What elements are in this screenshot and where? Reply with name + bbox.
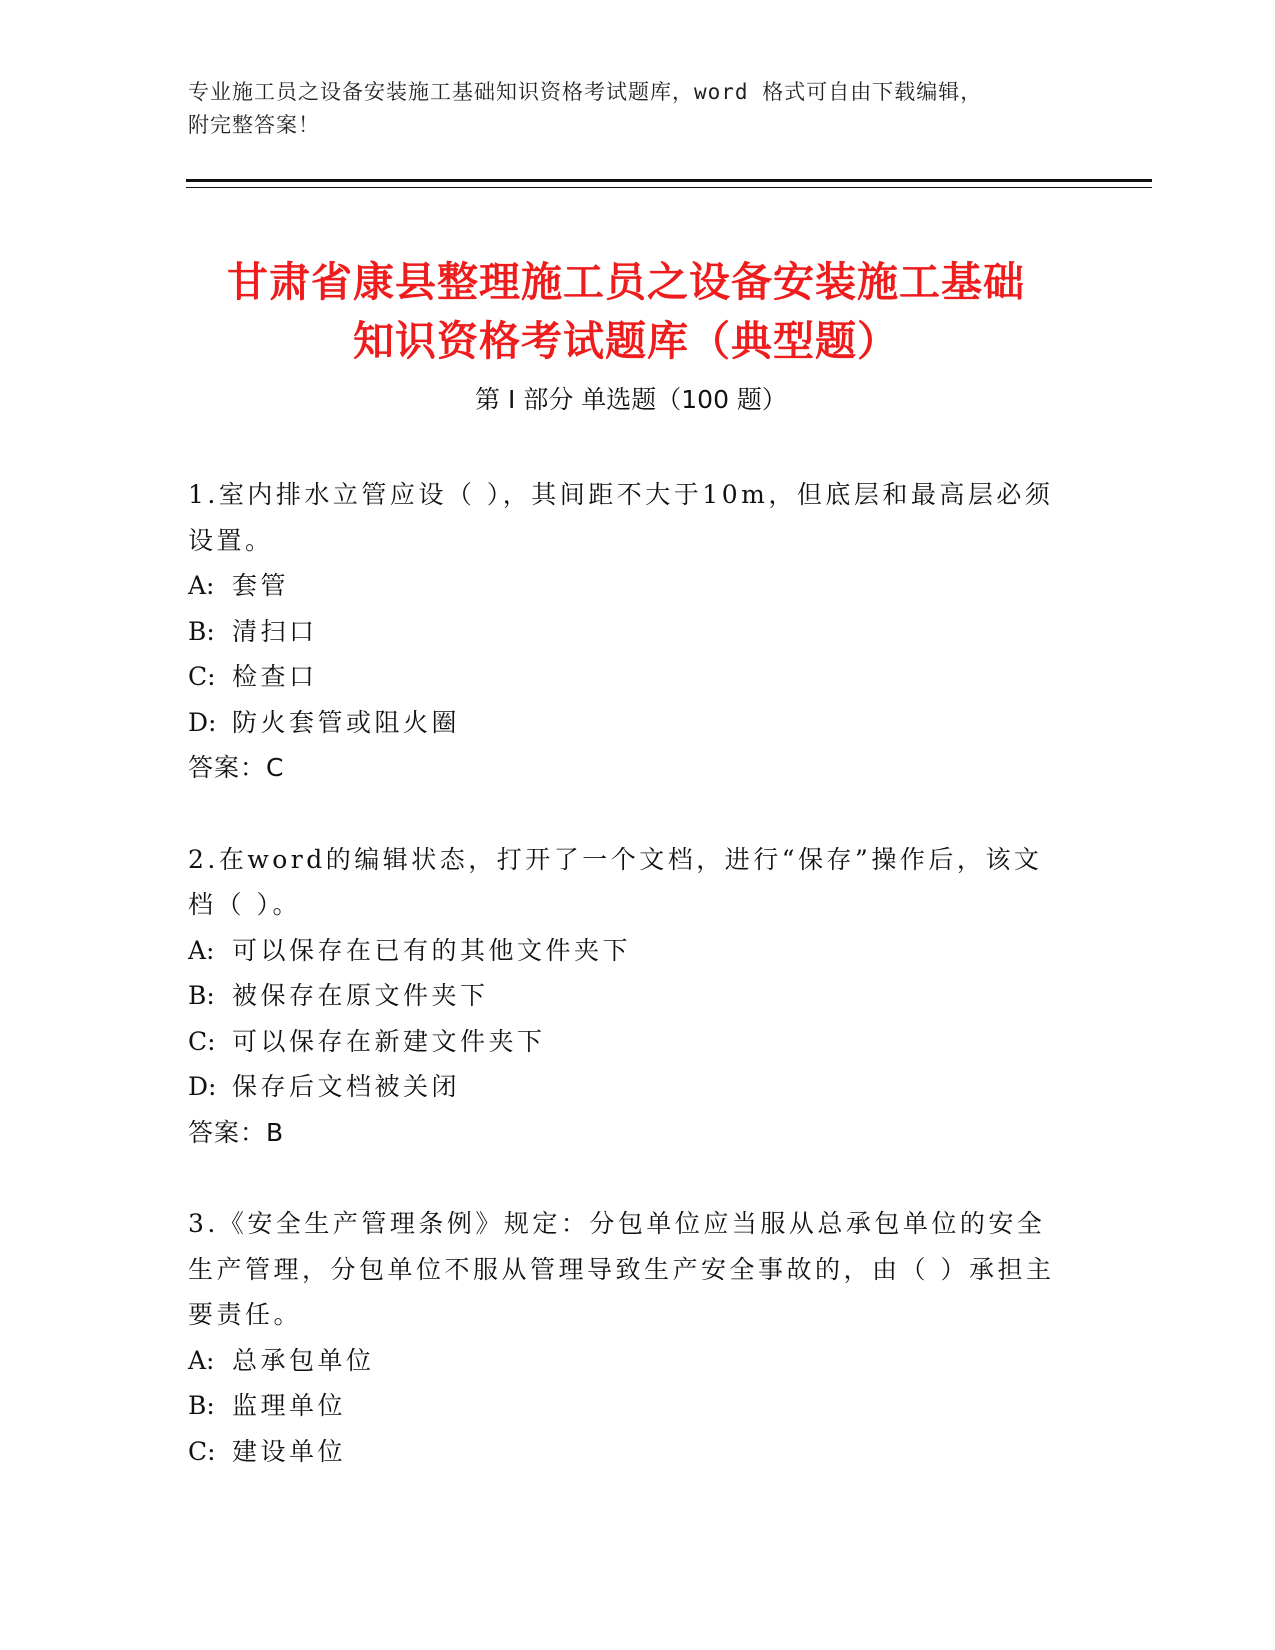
- question-3: [188, 1201, 1078, 1474]
- question-1-stem-line-1: 1.室内排水立管应设（ ），其间距不大于10m，但底层和最高层必须: [188, 480, 1054, 509]
- section-heading: 第 I 部分 单选题（100 题）: [475, 385, 787, 414]
- question-2-option-c: [188, 1019, 1078, 1065]
- question-1-stem-line-2: 设置。: [188, 525, 274, 555]
- option-text: 保存后文档被关闭: [232, 1072, 461, 1101]
- option-letter: B:: [188, 1391, 215, 1420]
- option-letter: C:: [188, 1026, 216, 1056]
- question-1-answer: 答案：C: [188, 753, 285, 782]
- question-2-option-a: [188, 928, 1078, 974]
- question-2-answer: 答案：B: [188, 1117, 285, 1147]
- question-2-option-d: [188, 1064, 1078, 1110]
- header-note: [188, 76, 1088, 142]
- question-2-stem-line-2: 档（ ）。: [188, 890, 301, 919]
- option-text: 清扫口: [232, 616, 318, 646]
- header-note-line-2: 附完整答案！: [188, 113, 320, 137]
- option-text: 可以保存在已有的其他文件夹下: [232, 935, 632, 965]
- option-text: 建设单位: [232, 1436, 347, 1466]
- question-2-stem-line-1: 2.在word的编辑状态，打开了一个文档，进行“保存”操作后，该文: [188, 844, 1043, 874]
- document-title-line-2: 知识资格考试题库（典型题）: [353, 317, 899, 366]
- option-letter: B:: [188, 981, 215, 1010]
- question-2-option-b: [188, 973, 1078, 1019]
- option-letter: D:: [188, 707, 217, 737]
- question-3-stem-line-3: 要责任。: [188, 1300, 303, 1329]
- option-letter: A:: [188, 935, 215, 965]
- question-1-option-c: [188, 654, 1078, 700]
- question-1-option-a: [188, 563, 1078, 609]
- option-letter: D:: [188, 1072, 217, 1101]
- option-text: 被保存在原文件夹下: [232, 981, 489, 1010]
- option-text: 可以保存在新建文件夹下: [232, 1026, 546, 1056]
- question-1-option-d: [188, 700, 1078, 746]
- document-title-line-1: 甘肃省康县整理施工员之设备安装施工基础: [227, 258, 1025, 307]
- option-letter: B:: [188, 616, 215, 646]
- question-1-option-b: [188, 609, 1078, 655]
- question-3-stem-line-1: 3.《安全生产管理条例》规定：分包单位应当服从总承包单位的安全: [188, 1209, 1046, 1238]
- question-3-option-c: [188, 1429, 1078, 1475]
- option-letter: C:: [188, 662, 216, 691]
- question-3-option-b: [188, 1383, 1078, 1429]
- option-text: 套管: [232, 571, 290, 600]
- option-letter: C:: [188, 1436, 216, 1466]
- header-divider-thin: [186, 187, 1152, 188]
- option-text: 防火套管或阻火圈: [232, 707, 461, 737]
- option-text: 检查口: [232, 662, 318, 691]
- question-list: [188, 472, 1078, 1520]
- question-1: [188, 472, 1078, 791]
- question-2: [188, 837, 1078, 1156]
- document-title: [186, 253, 1066, 371]
- question-3-option-a: [188, 1338, 1078, 1384]
- option-letter: A:: [188, 571, 215, 600]
- header-note-line-1: 专业施工员之设备安装施工基础知识资格考试题库，word 格式可自由下载编辑，: [188, 80, 983, 104]
- header-divider-thick: [186, 179, 1152, 182]
- option-text: 总承包单位: [232, 1345, 375, 1375]
- question-3-stem-line-2: 生产管理，分包单位不服从管理导致生产安全事故的，由（ ）承担主: [188, 1254, 1055, 1284]
- option-letter: A:: [188, 1345, 215, 1375]
- option-text: 监理单位: [232, 1391, 347, 1420]
